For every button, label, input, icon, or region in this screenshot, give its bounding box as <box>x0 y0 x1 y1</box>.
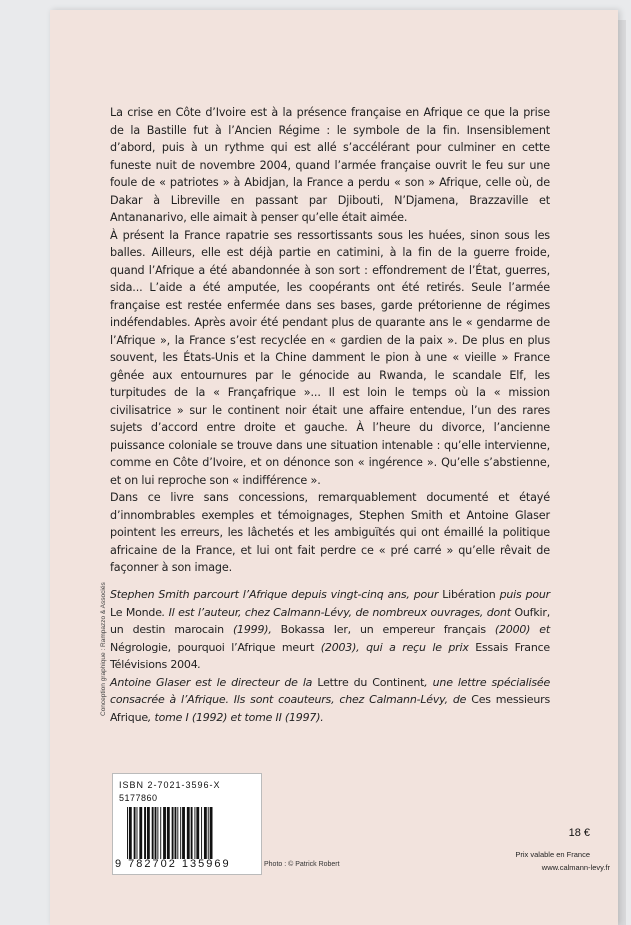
barcode-bar <box>152 807 154 859</box>
barcode-bar <box>196 807 199 859</box>
blurb <box>110 104 550 577</box>
barcode-bar <box>167 807 170 859</box>
bio-smith-run: (2003), qui a reçu le prix <box>314 640 476 654</box>
bio-smith-run: Le Monde <box>110 605 162 619</box>
bio-glaser-run: , tome I (1992) et tome II (1997). <box>147 710 324 724</box>
barcode-bar <box>210 807 213 859</box>
blurb-paragraph-3: Dans ce livre sans concessions, remarquablement documenté et étayé d’innombrables exemples et témoignages, Stephen Smith et Antoine Glaser pointent les erreurs, les lâchetés et les ambiguïtés qui ont émaillé la politique africaine de la France, et lui ont fait perdre ce « pré carré » qu’elle rêvait de façonner à son image. <box>110 491 550 574</box>
bio-smith-run: (1999), <box>223 623 281 636</box>
barcode-bar <box>147 807 150 859</box>
price-note: Prix valable en France <box>515 850 590 859</box>
bio-antoine-glaser <box>110 674 550 727</box>
bio-smith-run: Libération <box>442 588 496 601</box>
blurb-paragraph-2: À présent la France rapatrie ses ressortissants sous les huées, sinon sous les balles. Ailleurs, elle est déjà partie en catimini, à la fin de la guerre froide, quand l’Afrique a été abandonnée à son sort : effondrement de l’État, guerres, sida... L’aide a été amputée, les coopérants ont été retirés. Seule l’armée française est restée enfermée dans ses bases, garde prétorienne de régimes indéfendables. Après avoir été pendant plus de quarante ans le « gendarme de l’Afrique », la France s’est recyclée en « gardien de la paix ». De plus en plus souvent, les États-Unis et la Chine damment le pion à une « vieille » France gênée aux entournures par le génocide au Rwanda, le scandale Elf, les turpitudes de la « Françafrique »... Il est loin le temps où la « mission civilisatrice » sur le continent noir était une affaire entendue, l’un des rares sujets d’accord entre droite et gauche. À l’heure du divorce, l’ancienne puissance coloniale se trouve dans une situation intenable : qu’elle intervienne, comme en Côte d’Ivoire, et on dénonce son « ingérence ». Qu’elle s’abstienne, et on lui reproche son « indifférence ». <box>110 228 550 487</box>
barcode-bar <box>137 807 138 859</box>
barcode-box <box>112 773 262 875</box>
barcode-bar <box>129 807 132 859</box>
barcode-bar <box>139 807 142 859</box>
isbn: ISBN 2-7021-3596-X <box>119 780 221 790</box>
bio-glaser-run: Lettre du Continent <box>317 675 425 689</box>
barcode-bar <box>180 807 181 859</box>
bio-glaser-run: Ces messieurs Afrique <box>110 693 550 724</box>
barcode-digits: 9 782702 135969 <box>115 858 231 870</box>
bio-smith-run: Essais France Télévisions 2004 <box>110 640 551 671</box>
bio-smith-run: (2000) et <box>485 623 550 636</box>
bio-glaser-run: Antoine Glaser est le directeur de la <box>110 675 318 689</box>
barcode-icon <box>125 807 255 859</box>
barcode-bar <box>191 807 193 859</box>
bio-smith-run: . <box>197 658 201 671</box>
barcode-bar <box>208 807 209 859</box>
bio-smith-run: puis pour <box>495 588 550 601</box>
barcode-bar <box>155 807 157 859</box>
barcode-bar <box>160 807 161 859</box>
design-credit <box>100 582 110 728</box>
barcode-bar <box>177 807 178 859</box>
bio-smith-run: Négrologie, pourquoi l’Afrique meurt <box>110 640 315 654</box>
author-bios <box>110 586 550 726</box>
bio-stephen-smith <box>110 586 550 674</box>
barcode-bar <box>157 807 158 859</box>
reference-number: 5177860 <box>119 793 158 803</box>
blurb-paragraph-1: La crise en Côte d’Ivoire est à la présence française en Afrique ce que la prise de la Bastille fut à l’Ancien Régime : le symbole de la fin. Insensiblement d’abord, puis à un rythme qui est allé s’accélérant pour culminer en cette funeste nuit de novembre 2004, quand l’armée française ouvrit le feu sur une foule de « patriotes » à Abidjan, la France a perdu « son » Afrique, celle où, de Dakar à Libreville en passant par Djibouti, N’Djamena, Brazzaville et Antananarivo, elle aimait à penser qu’elle était aimée. <box>110 106 550 224</box>
barcode-bar <box>144 807 146 859</box>
bio-smith-run: Oufkir, un destin marocain <box>110 605 550 636</box>
barcode-bar <box>204 807 207 859</box>
design-credit-text: Conception graphique : Rampazzo & Associés <box>100 582 107 716</box>
bio-glaser-run: , une lettre spécialisée consacrée à l’Afrique. Ils sont coauteurs, chez Calmann-Lévy, de <box>110 675 551 706</box>
book-back-cover <box>50 10 618 925</box>
price: 18 € <box>568 827 590 839</box>
bio-smith-run: . Il est l’auteur, chez Calmann-Lévy, de nombreux ouvrages, dont <box>161 605 515 619</box>
barcode-bar <box>182 807 185 859</box>
barcode-bar <box>134 807 136 859</box>
barcode-bar <box>172 807 174 859</box>
barcode-bar <box>187 807 190 859</box>
photo-credit: Photo : © Patrick Robert <box>264 861 340 868</box>
barcode-bar <box>127 807 128 859</box>
bio-smith-run: Bokassa Ier, un empereur français <box>280 623 486 636</box>
barcode-bar <box>163 807 166 859</box>
barcode-bar <box>175 807 177 859</box>
barcode-bar <box>201 807 202 859</box>
barcode-bar <box>194 807 195 859</box>
publisher-website: www.calmann-levy.fr <box>541 863 610 872</box>
bio-smith-run: Stephen Smith parcourt l’Afrique depuis vingt-cinq ans, pour <box>110 588 443 601</box>
